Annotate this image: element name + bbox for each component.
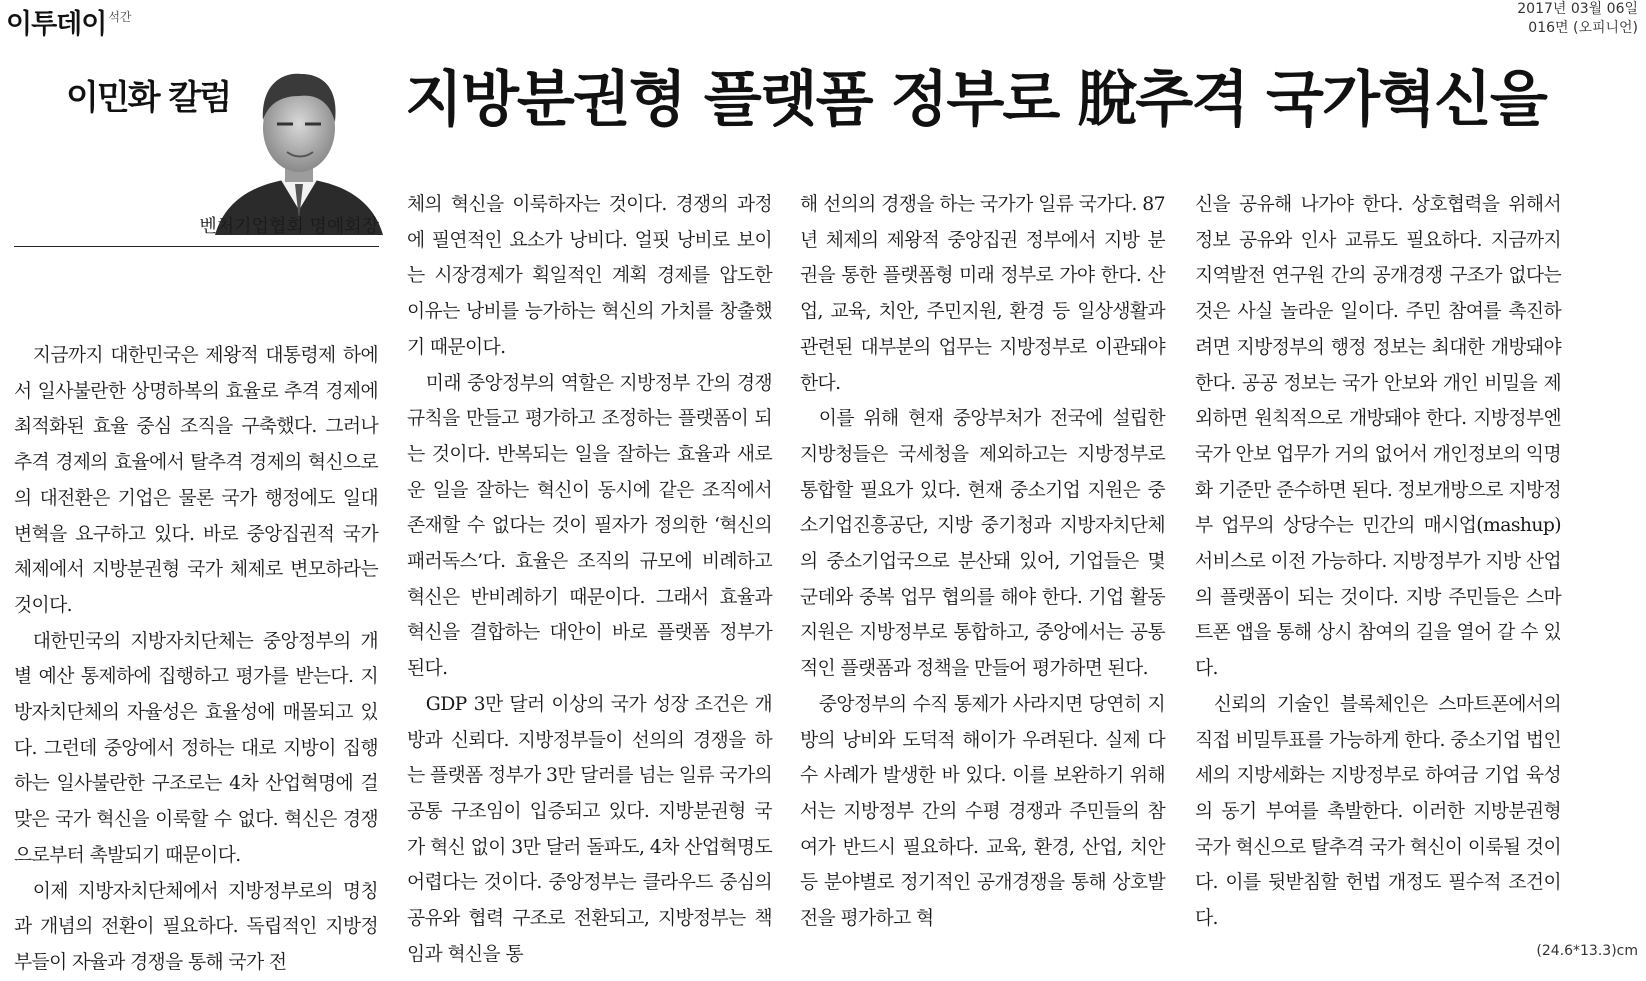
paragraph: GDP 3만 달러 이상의 국가 성장 조건은 개방과 신뢰다. 지방정부들이 선의의 경쟁을 하는 플랫폼 정부가 3만 달러를 넘는 일류 국가의 공통 구조임이 입증되고 있다. 지방분권형 국가 혁신 없이 3만 달러 돌파도, 4차 산업혁명도 어렵다는 것이다. 중앙정부는 클라우드 중심의 공유와 협력 구조로 전환되고, 지방정부는 책임과 혁신을 통 xyxy=(407,693,772,965)
author-photo xyxy=(215,60,383,235)
paragraph: 지금까지 대한민국은 제왕적 대통령제 하에서 일사불란한 상명하복의 효율로 추격 경제에 최적화된 효율 중심 조직을 구축했다. 그러나 추격 경제의 효율에서 탈추격 경제의 혁신으로의 대전환은 기업은 물론 국가 행정에도 일대 변혁을 요구하고 있다. 바로 중앙집권적 국가 체제에서 지방분권형 국가 체제로 변모하라는 것이다. xyxy=(14,345,378,616)
paragraph: 체의 혁신을 이룩하자는 것이다. 경쟁의 과정에 필연적인 요소가 낭비다. 얼핏 낭비로 보이는 시장경제가 획일적인 계획 경제를 압도한 이유는 낭비를 능가하는 혁신의 가치를 창출했기 때문이다. xyxy=(407,194,772,358)
article-column-2 xyxy=(407,187,772,972)
article-column-1 xyxy=(14,338,378,981)
paragraph: 중앙정부의 수직 통제가 사라지면 당연히 지방의 낭비와 도덕적 해이가 우려된다. 실제 다수 사례가 발생한 바 있다. 이를 보완하기 위해서는 지방정부 간의 수평 경쟁과 주민들의 참여가 반드시 필요하다. 교육, 환경, 산업, 치안 등 분야별로 정기적인 공개경쟁을 통해 상호발전을 평가하고 혁 xyxy=(800,693,1165,930)
column-name: 이민화 칼럼 xyxy=(66,78,231,118)
paragraph: 신뢰의 기술인 블록체인은 스마트폰에서의 직접 비밀투표를 가능하게 한다. 중소기업 법인세의 지방세화는 지방정부로 하여금 기업 육성의 동기 부여를 촉발한다. 이러한 지방분권형 국가 혁신으로 탈추격 국가 혁신이 이룩될 것이다. 이를 뒷받침할 헌법 개정도 필수적 조건이다. xyxy=(1195,693,1561,930)
publication-date: 2017년 03월 06일 xyxy=(1517,1,1638,17)
edition-label: 석간 xyxy=(108,10,132,24)
clipping-size: (24.6*13.3)cm xyxy=(1536,943,1638,959)
paragraph: 미래 중앙정부의 역할은 지방정부 간의 경쟁 규칙을 만들고 평가하고 조정하는 플랫폼이 되는 것이다. 반복되는 일을 잘하는 효율과 새로운 일을 잘하는 혁신이 동시에 같은 조직에서 존재할 수 없다는 것이 필자가 정의한 ‘혁신의 패러독스’다. 효율은 조직의 규모에 비례하고 혁신은 반비례하기 때문이다. 그래서 효율과 혁신을 결합하는 대안이 바로 플랫폼 정부가 된다. xyxy=(407,372,772,680)
article-column-4 xyxy=(1195,187,1561,937)
article-column-3 xyxy=(800,187,1165,937)
paragraph: 이를 위해 현재 중앙부처가 전국에 설립한 지방청들은 국세청을 제외하고는 지방정부로 통합할 필요가 있다. 현재 중소기업 지원은 중소기업진흥공단, 지방 중기청과 지방자치단체의 중소기업국으로 분산돼 있어, 기업들은 몇 군데와 중복 업무 협의를 해야 한다. 기업 활동 지원은 지방정부로 통합하고, 중앙에서는 공통적인 플랫폼과 정책을 만들어 평가하면 된다. xyxy=(800,408,1165,680)
author-portrait-image xyxy=(215,60,383,235)
author-title: 벤처기업협회 명예회장 xyxy=(14,212,379,247)
page-section: 016면 (오피니언) xyxy=(1528,20,1638,36)
newspaper-logo: 이투데이 xyxy=(6,9,107,40)
paragraph: 대한민국의 지방자치단체는 중앙정부의 개별 예산 통제하에 집행하고 평가를 받는다. 지방자치단체의 자율성은 효율성에 매몰되고 있다. 그런데 중앙에서 정하는 대로 지방이 집행하는 일사불란한 구조로는 4차 산업혁명에 걸맞은 국가 혁신을 이룩할 수 없다. 혁신은 경쟁으로부터 촉발되기 때문이다. xyxy=(14,630,378,866)
masthead xyxy=(6,2,132,41)
headline: 지방분권형 플랫폼 정부로 脫추격 국가혁신을 xyxy=(405,65,1546,135)
paragraph: 해 선의의 경쟁을 하는 국가가 일류 국가다. 87년 체제의 제왕적 중앙집권 정부에서 지방 분권을 통한 플랫폼형 미래 정부로 가야 한다. 산업, 교육, 치안, 주민지원, 환경 등 일상생활과 관련된 대부분의 업무는 지방정부로 이관돼야 한다. xyxy=(800,194,1165,394)
paragraph: 신을 공유해 나가야 한다. 상호협력을 위해서 정보 공유와 인사 교류도 필요하다. 지금까지 지역발전 연구원 간의 공개경쟁 구조가 없다는 것은 사실 놀라운 일이다. 주민 참여를 촉진하려면 지방정부의 행정 정보는 최대한 개방돼야 한다. 공공 정보는 국가 안보와 개인 비밀을 제외하면 원칙적으로 개방돼야 한다. 지방정부엔 국가 안보 업무가 거의 없어서 개인정보의 익명화 기준만 준수하면 된다. 정보개방으로 지방정부 업무의 상당수는 민간의 매시업(mashup) 서비스로 이전 가능하다. 지방정부가 지방 산업의 플랫폼이 되는 것이다. 지방 주민들은 스마트폰 앱을 통해 상시 참여의 길을 열어 갈 수 있다. xyxy=(1195,194,1561,680)
publication-meta xyxy=(1517,0,1638,38)
paragraph: 이제 지방자치단체에서 지방정부로의 명칭과 개념의 전환이 필요하다. 독립적인 지방정부들이 자율과 경쟁을 통해 국가 전 xyxy=(14,880,378,973)
